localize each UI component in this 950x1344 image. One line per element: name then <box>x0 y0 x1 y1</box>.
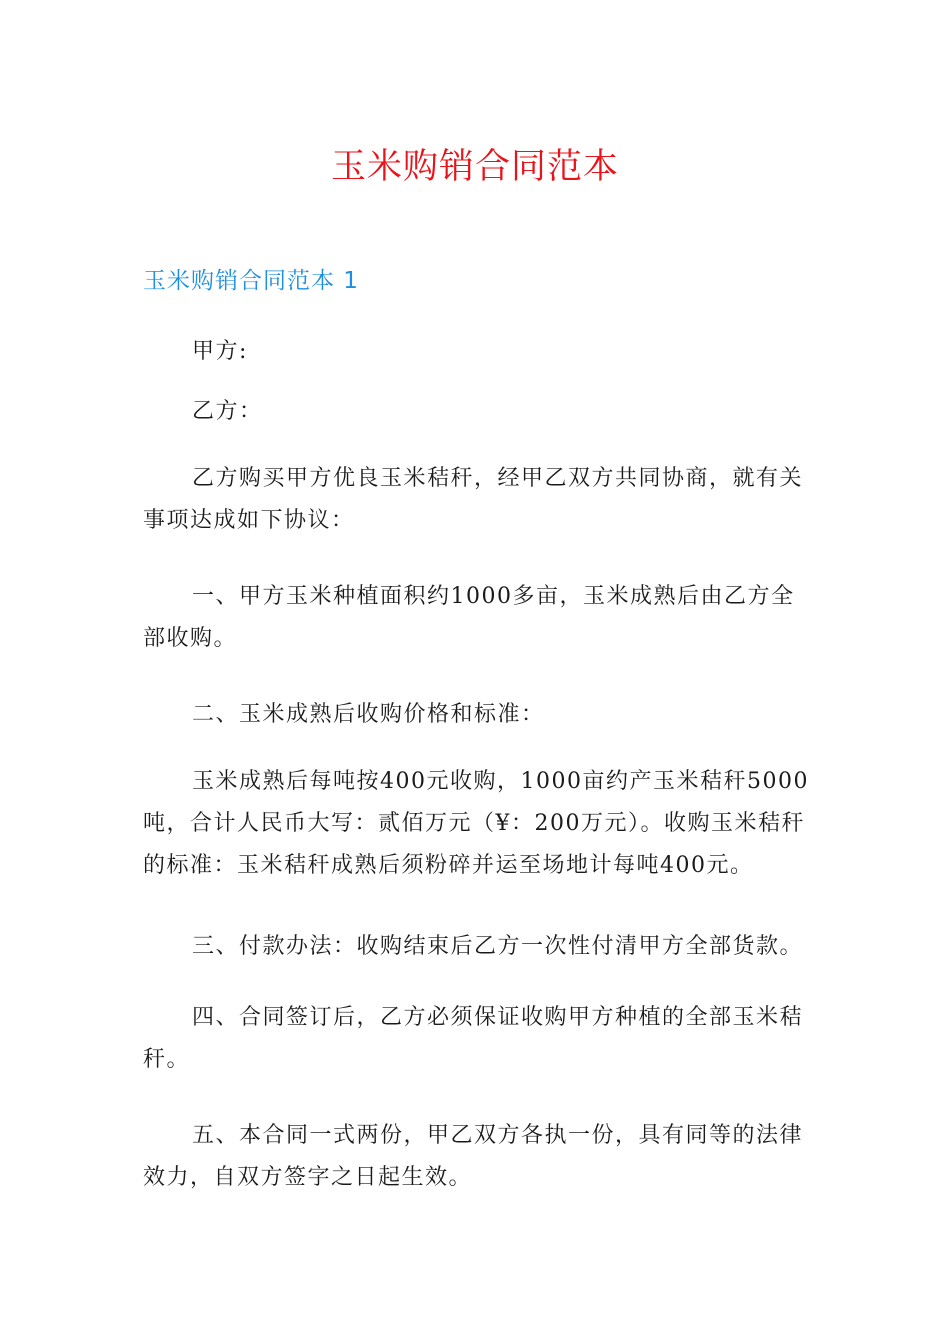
clause-2-heading: 二、玉米成熟后收购价格和标准： <box>192 702 545 727</box>
party-b-line: 乙方： <box>192 399 263 424</box>
clause-4: 四、合同签订后，乙方必须保证收购甲方种植的全部玉米秸 秆。 <box>143 1005 804 1072</box>
clause-2-body: 玉米成熟后每吨按400元收购，1000亩约产玉米秸秆5000 吨，合计人民币大写：贰佰万元（¥：200万元）。收购玉米秸秆 的标准：玉米秸秆成熟后须粉碎并运至场地计每吨400元。 <box>143 769 809 878</box>
clause-3: 三、付款办法：收购结束后乙方一次性付清甲方全部货款。 <box>192 934 804 959</box>
clause-1: 一、甲方玉米种植面积约1000多亩，玉米成熟后由乙方全 部收购。 <box>143 584 795 651</box>
party-a-line: 甲方: <box>192 339 248 364</box>
section-heading: 玉米购销合同范本 1 <box>143 268 359 294</box>
contract-preamble: 乙方购买甲方优良玉米秸秆，经甲乙双方共同协商，就有关 事项达成如下协议： <box>143 466 804 533</box>
document-title: 玉米购销合同范本 <box>330 147 619 187</box>
clause-5: 五、本合同一式两份，甲乙双方各执一份，具有同等的法律 效力，自双方签字之日起生效。 <box>143 1123 804 1190</box>
